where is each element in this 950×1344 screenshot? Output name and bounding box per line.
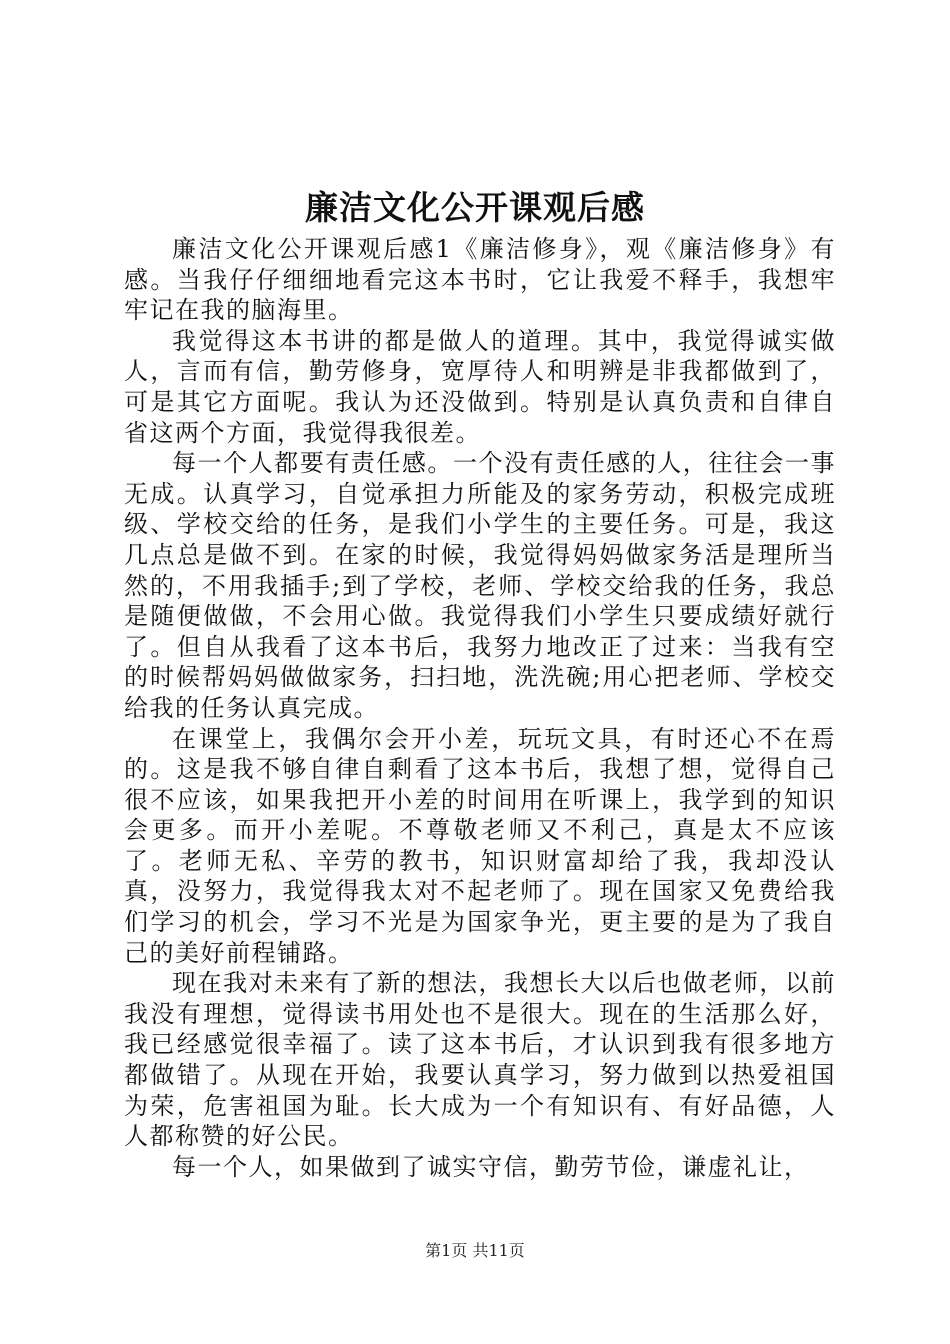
paragraph: 现在我对未来有了新的想法，我想长大以后也做老师，以前我没有理想，觉得读书用处也不是很大。现在的生活那么好，我已经感觉很幸福了。读了这本书后，才认识到我有很多地方都做错了。从现在开始，我要认真学习，努力做到以热爱祖国为荣，危害祖国为耻。长大成为一个有知识有、有好品德，人人都称赞的好公民。 — [124, 969, 836, 1151]
paragraph: 我觉得这本书讲的都是做人的道理。其中，我觉得诚实做人，言而有信，勤劳修身，宽厚待人和明辨是非我都做到了，可是其它方面呢。我认为还没做到。特别是认真负责和自律自省这两个方面，我觉得我很差。 — [124, 326, 836, 447]
page-number-footer: 第1页 共11页 — [425, 1241, 525, 1260]
paragraph: 在课堂上，我偶尔会开小差，玩玩文具，有时还心不在焉的。这是我不够自律自剩看了这本书后，我想了想，觉得自己很不应该，如果我把开小差的时间用在听课上，我学到的知识会更多。而开小差呢。不尊敬老师又不利己，真是太不应该了。老师无私、辛劳的教书，知识财富却给了我，我却没认真，没努力，我觉得我太对不起老师了。现在国家又免费给我们学习的机会，学习不光是为国家争光，更主要的是为了我自己的美好前程铺路。 — [124, 724, 836, 967]
paragraph: 每一个人都要有责任感。一个没有责任感的人，往往会一事无成。认真学习，自觉承担力所能及的家务劳动，积极完成班级、学校交给的任务，是我们小学生的主要任务。可是，我这几点总是做不到。在家的时候，我觉得妈妈做家务活是理所当然的，不用我插手;到了学校，老师、学校交给我的任务，我总是随便做做，不会用心做。我觉得我们小学生只要成绩好就行了。但自从我看了这本书后，我努力地改正了过来：当我有空的时候帮妈妈做做家务，扫扫地，洗洗碗;用心把老师、学校交给我的任务认真完成。 — [124, 449, 836, 722]
page-title: 廉洁文化公开课观后感 — [305, 188, 645, 227]
paragraph: 每一个人，如果做到了诚实守信，勤劳节俭，谦虚礼让， — [172, 1152, 810, 1181]
paragraph: 廉洁文化公开课观后感1《廉洁修身》，观《廉洁修身》有感。当我仔仔细细地看完这本书时，它让我爱不释手，我想牢牢记在我的脑海里。 — [124, 235, 836, 325]
document-body — [124, 234, 836, 1182]
